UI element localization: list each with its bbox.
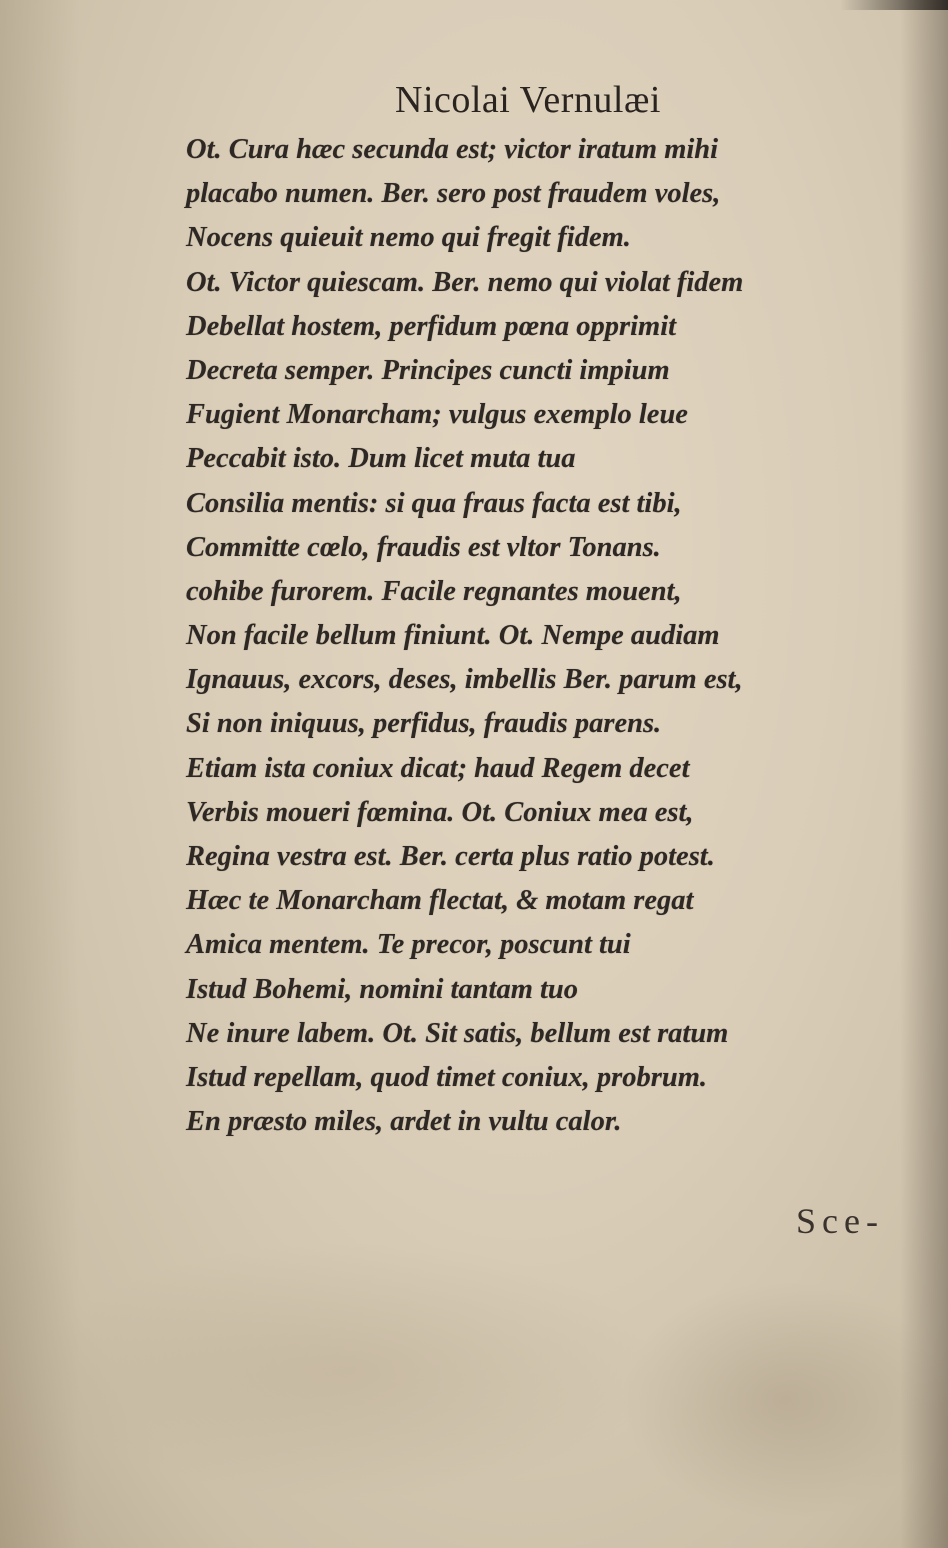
- verse-line: Ot. Victor quiescam. Ber. nemo qui violat fidem: [186, 266, 744, 298]
- verse-line: Committe cœlo, fraudis est vltor Tonans.: [186, 531, 661, 563]
- paper-stain: [620, 1280, 948, 1520]
- paper-stain: [40, 1240, 660, 1500]
- verse-line: Hæc te Monarcham flectat, & motam regat: [186, 885, 694, 917]
- verse-line: Ignauus, excors, deses, imbellis Ber. parum est,: [186, 664, 743, 696]
- verse-line: Amica mentem. Te precor, poscunt tui: [186, 929, 631, 961]
- verse-line: Istud Bohemi, nomini tantam tuo: [186, 973, 579, 1005]
- verse-line: Nocens quieuit nemo qui fregit fidem.: [186, 222, 631, 254]
- verse-block: [186, 128, 886, 1144]
- verse-line: Istud repellam, quod timet coniux, probrum.: [186, 1061, 707, 1093]
- verse-line: Ot. Cura hæc secunda est; victor iratum mihi: [186, 134, 719, 165]
- verse-line: Peccabit isto. Dum licet muta tua: [186, 443, 576, 475]
- verse-line: placabo numen. Ber. sero post fraudem voles,: [186, 178, 721, 210]
- verse-line: Verbis moueri fœmina. Ot. Coniux mea est,: [186, 796, 694, 828]
- verse-line: Debellat hostem, perfidum pœna opprimit: [186, 310, 677, 342]
- page-gutter-shadow: [0, 0, 80, 1548]
- catchword: Sce-: [796, 1201, 884, 1241]
- verse-line: Fugient Monarcham; vulgus exemplo leue: [186, 399, 688, 431]
- verse-line: Etiam ista coniux dicat; haud Regem decet: [186, 752, 690, 784]
- verse-line: En præsto miles, ardet in vultu calor.: [186, 1106, 622, 1138]
- verse-line: Decreta semper. Principes cuncti impium: [186, 354, 670, 386]
- page-top-edge: [840, 0, 948, 10]
- page-edge-shadow: [900, 0, 948, 1548]
- verse-line: Non facile bellum finiunt. Ot. Nempe audiam: [186, 620, 720, 652]
- verse-line: Ne inure labem. Ot. Sit satis, bellum est ratum: [186, 1017, 729, 1049]
- running-head: Nicolai Vernulæi: [395, 79, 661, 121]
- verse-line: Si non iniquus, perfidus, fraudis parens.: [186, 708, 662, 740]
- verse-line: cohibe furorem. Facile regnantes mouent,: [186, 575, 682, 607]
- verse-line: Regina vestra est. Ber. certa plus ratio potest.: [186, 841, 715, 872]
- verse-line: Consilia mentis: si qua fraus facta est tibi,: [186, 487, 682, 519]
